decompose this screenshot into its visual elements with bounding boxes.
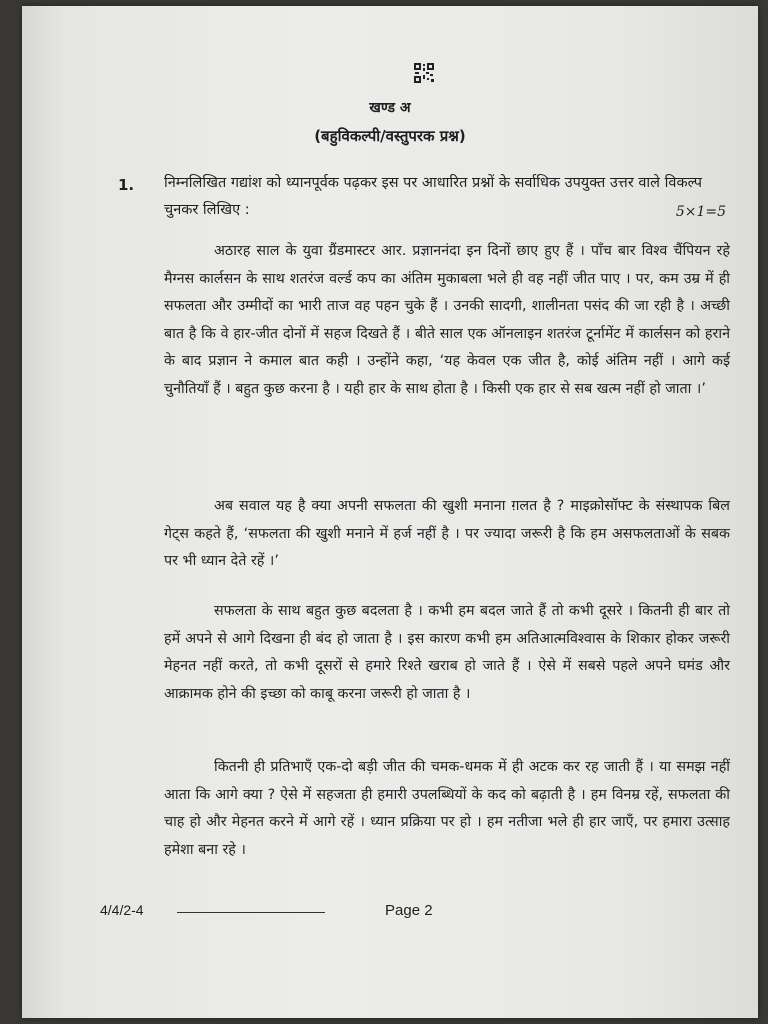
- exam-page: [22, 6, 758, 1018]
- question-instruction: निम्नलिखित गद्यांश को ध्यानपूर्वक पढ़कर इस पर आधारित प्रश्नों के सर्वाधिक उपयुक्त उत्तर वाले विकल्प चुनकर लिखिए :: [164, 175, 703, 218]
- footer-divider: [177, 912, 325, 913]
- section-subtitle: (बहुविकल्पी/वस्तुपरक प्रश्न): [314, 127, 466, 145]
- passage-paragraph: अब सवाल यह है क्या अपनी सफलता की खुशी मनाना ग़लत है ? माइक्रोसॉफ्ट के संस्थापक बिल गेट्स कहते हैं, ‘सफलता की खुशी मनाने में हर्ज नहीं है । पर ज्यादा जरूरी है कि हम असफलताओं के सबक पर भी ध्यान देते रहें ।’: [164, 498, 730, 569]
- passage-paragraph: सफलता के साथ बहुत कुछ बदलता है । कभी हम बदल जाते हैं तो कभी दूसरे । कितनी ही बार तो हमें अपने से आगे दिखना ही बंद हो जाता है । इस कारण कभी हम अतिआत्मविश्वास के शिकार होकर जरूरी मेहनत नहीं करते, तो कभी दूसरों से हमारे रिश्ते खराब हो जाते हैं । ऐसे में सबसे पहले अपने घमंड और आक्रामक होने की इच्छा को काबू करना जरूरी हो जाता है ।: [164, 603, 730, 702]
- qr-code-icon: [413, 62, 435, 84]
- passage-paragraph: कितनी ही प्रतिभाएँ एक-दो बड़ी जीत की चमक-धमक में ही अटक कर रह जाती हैं । या समझ नहीं आता कि आगे क्या ? ऐसे में सहजता ही हमारी उपलब्धियों के कद को बढ़ाती है । हम विनम्र रहें, सफलता की चाह हो और मेहनत करने में आगे रहें । ध्यान प्रक्रिया पर हो । हम नतीजा भले ही हार जाएँ, पर हमारा उत्साह हमेशा बना रहे ।: [164, 759, 730, 858]
- marks-label: 5×1=5: [675, 204, 726, 220]
- page-number: Page 2: [385, 902, 433, 919]
- section-title: खण्ड अ: [369, 100, 411, 116]
- paper-code: 4/4/2-4: [100, 902, 144, 918]
- passage-paragraph: अठारह साल के युवा ग्रैंडमास्टर आर. प्रज्ञाननंदा इन दिनों छाए हुए हैं । पाँच बार विश्व चैंपियन रहे मैग्नस कार्लसन के साथ शतरंज वर्ल्ड कप का अंतिम मुकाबला भले ही वह नहीं जीत पाए । पर, कम उम्र में ही सफलता और उम्मीदों का भारी ताज वह पहन चुके हैं । उनकी सादगी, शालीनता पसंद की जा रही है । अच्छी बात है कि वे हार-जीत दोनों में सहज दिखते हैं । बीते साल एक ऑनलाइन शतरंज टूर्नामेंट में कार्लसन को हराने के बाद प्रज्ञान ने कमाल बात कही । उन्होंने कहा, ‘यह केवल एक जीत है, कोई अंतिम नहीं । आगे कई चुनौतियाँ हैं । बहुत कुछ करना है । यही हार के साथ होता है । किसी एक हार से सब खत्म नहीं हो जाता ।’: [164, 243, 730, 397]
- question-number: 1.: [118, 176, 135, 194]
